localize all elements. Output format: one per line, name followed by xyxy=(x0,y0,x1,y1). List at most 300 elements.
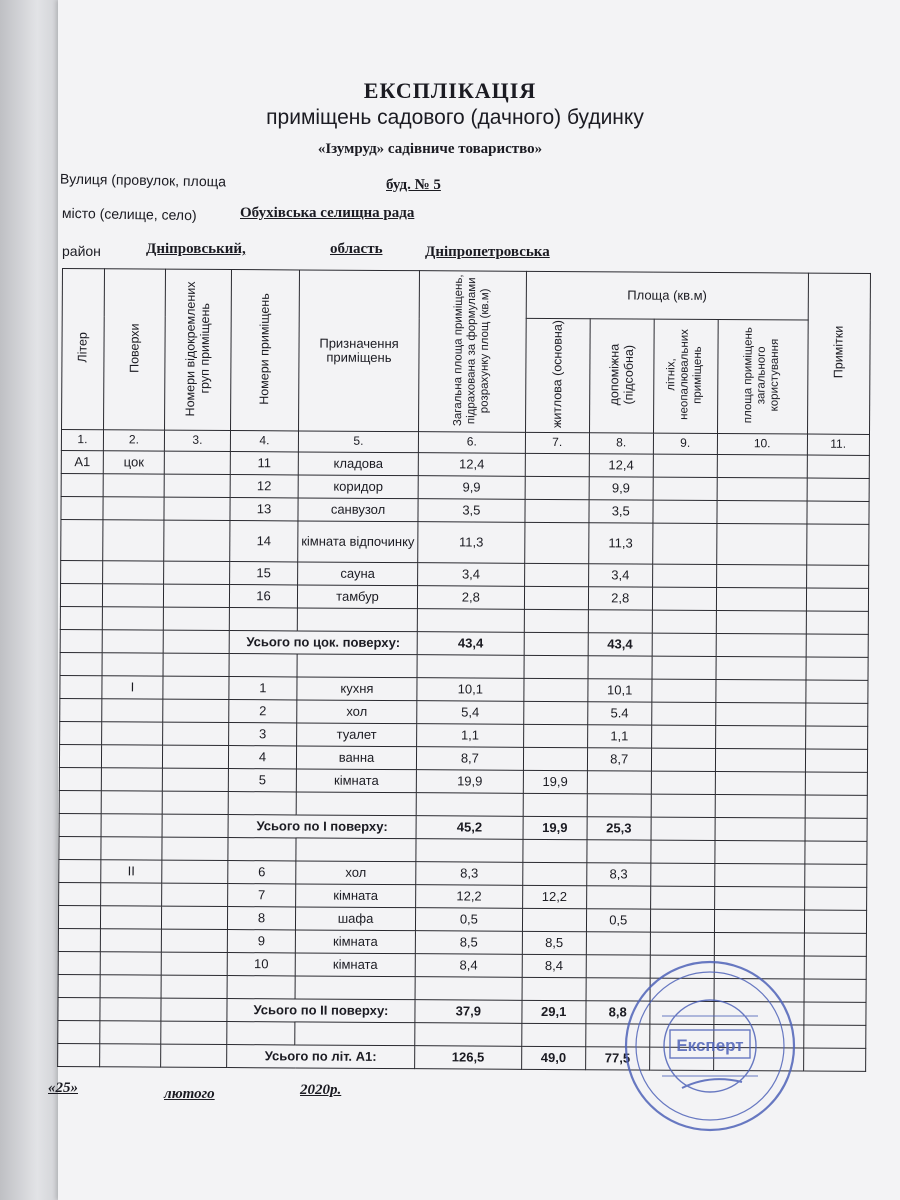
cell-purpose: сауна xyxy=(298,562,418,586)
cell-notes xyxy=(805,795,867,818)
cell-auxiliary: 10,1 xyxy=(588,678,652,701)
cell-summer xyxy=(652,656,716,679)
cell-summer xyxy=(653,477,717,500)
cell-living: 19,9 xyxy=(523,770,587,793)
cell-notes xyxy=(804,1002,866,1025)
cell-common xyxy=(716,610,806,634)
cell-floor xyxy=(100,1043,161,1066)
cell-room-number: 12 xyxy=(230,474,298,497)
cell-floor: цок xyxy=(103,450,164,473)
cell-living xyxy=(525,499,589,522)
cell-room-number: 3 xyxy=(229,722,297,745)
col-living: житлова (основна) xyxy=(525,318,590,432)
cell-total-area: 9,9 xyxy=(418,475,525,499)
cell-total-area: 12,4 xyxy=(418,452,525,476)
cell-total-area: 8,4 xyxy=(415,953,522,977)
cell-notes xyxy=(804,979,866,1002)
cell-summer xyxy=(651,702,715,725)
document-title: ЕКСПЛІКАЦІЯ xyxy=(363,78,537,103)
cell-total-area: 12,2 xyxy=(416,884,523,908)
cell-living xyxy=(523,724,587,747)
date-year: 2020р. xyxy=(300,1082,342,1098)
cell-auxiliary: 5.4 xyxy=(587,701,651,724)
cell-floor xyxy=(102,698,163,721)
cell-liter xyxy=(60,675,102,698)
cell-floor xyxy=(100,928,161,951)
cell-summer xyxy=(650,909,714,932)
cell-floor xyxy=(102,583,163,606)
cell-notes xyxy=(805,749,867,772)
cell-living xyxy=(522,862,586,885)
cell-total-area: 8,7 xyxy=(416,746,523,770)
cell-floor xyxy=(101,767,162,790)
cell-notes xyxy=(806,680,868,703)
col-group-numbers: Номери відокремлених груп приміщень xyxy=(165,269,232,430)
cell-notes xyxy=(807,501,869,524)
cell-group xyxy=(163,653,229,676)
cell-notes xyxy=(805,726,867,749)
cell-liter xyxy=(58,974,100,997)
cell-living xyxy=(524,632,588,655)
cell-purpose: кімната xyxy=(296,884,416,908)
cell-living xyxy=(522,908,586,931)
cell-purpose: санвузол xyxy=(298,498,418,522)
col-num: 10. xyxy=(717,433,807,455)
region-label: область xyxy=(330,241,383,257)
cell-total-area: 2,8 xyxy=(417,585,524,609)
cell-purpose: ванна xyxy=(296,746,416,770)
document-subtitle: приміщень садового (дачного) будинку xyxy=(266,106,644,129)
cooperative-name: «Ізумруд» садівниче товариство» xyxy=(317,141,543,157)
cell-living xyxy=(524,586,588,609)
cell-group xyxy=(164,520,230,561)
cell-floor xyxy=(101,813,162,836)
cell-total-area: 5,4 xyxy=(417,700,524,724)
street-label: Вулиця (провулок, площа xyxy=(59,170,227,190)
cell-common xyxy=(714,863,804,887)
cell-common xyxy=(716,679,806,703)
cell-group xyxy=(162,745,228,768)
cell-common xyxy=(715,725,805,749)
cell-room-number: 7 xyxy=(228,883,296,906)
binder-edge xyxy=(0,0,62,1200)
cell-common xyxy=(716,523,806,565)
cell-group xyxy=(163,699,229,722)
cell-living xyxy=(524,678,588,701)
cell-total-area xyxy=(415,976,522,1000)
cell-auxiliary: 3,4 xyxy=(588,563,652,586)
cell-floor xyxy=(100,1020,161,1043)
cell-floor xyxy=(101,882,162,905)
cell-purpose: шафа xyxy=(295,907,415,931)
cell-floor: ІІ xyxy=(101,859,162,882)
cell-room-number: 4 xyxy=(228,745,296,768)
cell-summer xyxy=(651,748,715,771)
cell-auxiliary xyxy=(586,931,650,954)
col-num: 2. xyxy=(103,429,164,450)
col-total-area: Загальна площа приміщень, підрахована за формулами розрахунку площ (кв.м) xyxy=(419,271,527,432)
cell-room-number xyxy=(228,837,296,860)
cell-common xyxy=(714,886,804,910)
cell-purpose: туалет xyxy=(297,723,417,747)
cell-living xyxy=(523,701,587,724)
cell-total-area: 11,3 xyxy=(418,521,525,563)
cell-notes xyxy=(806,657,868,680)
cell-liter: А1 xyxy=(61,450,103,473)
cell-group xyxy=(163,722,229,745)
cell-total-area xyxy=(415,1022,522,1046)
cell-notes xyxy=(804,887,866,910)
cell-floor xyxy=(101,836,162,859)
seal-center-text: Експерт xyxy=(676,1036,744,1055)
cell-group xyxy=(162,768,228,791)
cell-common xyxy=(715,771,805,795)
expert-seal-stamp xyxy=(622,958,798,1134)
cell-liter xyxy=(58,928,100,951)
cell-common xyxy=(715,748,805,772)
cell-group xyxy=(161,952,227,975)
col-area-group: Площа (кв.м) xyxy=(526,271,808,320)
cell-notes xyxy=(807,478,869,501)
cell-room-number: 5 xyxy=(228,768,296,791)
cell-total-area: 43,4 xyxy=(417,631,524,655)
building-number: буд. № 5 xyxy=(386,177,441,193)
cell-floor xyxy=(103,473,164,496)
cell-liter xyxy=(60,606,102,629)
region-value: Дніпропетровська xyxy=(425,244,550,260)
subtotal-label: Усього по цок. поверху: xyxy=(229,630,417,654)
col-room-numbers: Номери приміщень xyxy=(231,270,300,431)
cell-notes xyxy=(806,524,868,565)
cell-notes xyxy=(803,1048,865,1071)
cell-notes xyxy=(807,455,869,478)
cell-living xyxy=(523,839,587,862)
cell-purpose xyxy=(297,654,417,678)
cell-summer xyxy=(651,771,715,794)
cell-room-number: 13 xyxy=(230,497,298,520)
cell-liter xyxy=(58,997,100,1020)
cell-room-number: 1 xyxy=(229,676,297,699)
cell-auxiliary: 0,5 xyxy=(586,908,650,931)
cell-group xyxy=(163,584,229,607)
cell-total-area: 0,5 xyxy=(415,907,522,931)
cell-room-number xyxy=(227,1021,295,1044)
cell-notes xyxy=(806,611,868,634)
cell-group xyxy=(161,1044,227,1067)
cell-group xyxy=(163,607,229,630)
cell-total-area: 8,3 xyxy=(416,861,523,885)
cell-group xyxy=(162,883,228,906)
cell-purpose: коридор xyxy=(298,475,418,499)
cell-group xyxy=(163,676,229,699)
cell-liter xyxy=(61,496,103,519)
cell-auxiliary: 25,3 xyxy=(587,816,651,839)
cell-summer xyxy=(653,500,717,523)
cell-purpose xyxy=(295,976,415,1000)
cell-auxiliary: 8,7 xyxy=(587,747,651,770)
cell-notes xyxy=(805,818,867,841)
cell-total-area xyxy=(416,838,523,862)
cell-room-number xyxy=(228,791,296,814)
cell-living xyxy=(525,476,589,499)
cell-total-area xyxy=(417,654,524,678)
date-day: «25» xyxy=(48,1080,78,1096)
cell-floor xyxy=(101,744,162,767)
cell-liter xyxy=(60,652,102,675)
cell-floor xyxy=(100,974,161,997)
cell-room-number xyxy=(227,975,295,998)
cell-liter xyxy=(59,790,101,813)
cell-liter xyxy=(58,1020,100,1043)
cell-living xyxy=(522,977,586,1000)
cell-liter xyxy=(59,767,101,790)
cell-common xyxy=(717,454,807,478)
cell-liter xyxy=(60,698,102,721)
col-num: 11. xyxy=(807,434,869,455)
cell-total-area xyxy=(417,608,524,632)
cell-purpose xyxy=(297,608,417,632)
table-row xyxy=(61,519,869,565)
cell-floor xyxy=(103,496,164,519)
cell-floor xyxy=(102,629,163,652)
cell-purpose: кімната відпочинку xyxy=(298,521,418,563)
cell-living: 12,2 xyxy=(522,885,586,908)
cell-floor xyxy=(100,905,161,928)
cell-summer xyxy=(651,840,715,863)
cell-liter xyxy=(60,629,102,652)
cell-group xyxy=(164,561,230,584)
cell-auxiliary: 11,3 xyxy=(588,522,652,563)
cell-room-number: 15 xyxy=(230,561,298,584)
cell-auxiliary: 43,4 xyxy=(588,632,652,655)
cell-group xyxy=(161,998,227,1021)
cell-total-area: 37,9 xyxy=(415,999,522,1023)
col-floors: Поверхи xyxy=(104,269,166,430)
district-label: район xyxy=(62,243,101,259)
col-num: 1. xyxy=(61,429,103,450)
cell-summer xyxy=(652,587,716,610)
col-num: 5. xyxy=(298,431,418,453)
cell-summer xyxy=(652,523,716,564)
cell-purpose: хол xyxy=(296,861,416,885)
col-liter: Літер xyxy=(62,269,105,430)
cell-total-area: 3,5 xyxy=(418,498,525,522)
cell-floor: І xyxy=(102,675,163,698)
subtotal-label: Усього по літ. А1: xyxy=(227,1044,415,1068)
cell-purpose: кухня xyxy=(297,677,417,701)
col-num: 3. xyxy=(164,430,230,451)
cell-floor xyxy=(103,560,164,583)
cell-purpose: кімната xyxy=(295,930,415,954)
city-label: місто (селище, село) xyxy=(61,204,197,224)
cell-floor xyxy=(102,721,163,744)
cell-group xyxy=(164,497,230,520)
cell-room-number: 14 xyxy=(230,520,298,561)
cell-summer xyxy=(650,886,714,909)
cell-summer xyxy=(651,725,715,748)
cell-notes xyxy=(804,956,866,979)
cell-living: 29,1 xyxy=(522,1000,586,1023)
cell-notes xyxy=(804,864,866,887)
cell-liter xyxy=(61,473,103,496)
cell-summer xyxy=(652,610,716,633)
cell-auxiliary xyxy=(588,609,652,632)
cell-purpose: тамбур xyxy=(297,585,417,609)
cell-summer xyxy=(652,679,716,702)
cell-liter xyxy=(59,859,101,882)
cell-purpose: хол xyxy=(297,700,417,724)
cell-summer xyxy=(653,454,717,477)
cell-living: 8,5 xyxy=(522,931,586,954)
cell-floor xyxy=(101,790,162,813)
cell-room-number: 16 xyxy=(229,584,297,607)
cell-room-number xyxy=(229,653,297,676)
cell-room-number: 8 xyxy=(227,906,295,929)
cell-liter xyxy=(61,519,103,560)
cell-common xyxy=(714,932,804,956)
cell-purpose: кладова xyxy=(298,452,418,476)
col-num: 7. xyxy=(525,432,589,453)
cell-auxiliary: 1,1 xyxy=(587,724,651,747)
cell-group xyxy=(161,975,227,998)
cell-liter xyxy=(60,721,102,744)
cell-purpose xyxy=(296,838,416,862)
cell-total-area: 19,9 xyxy=(416,769,523,793)
col-num: 9. xyxy=(653,433,717,454)
cell-living: 49,0 xyxy=(521,1046,585,1069)
cell-liter xyxy=(59,836,101,859)
cell-auxiliary: 2,8 xyxy=(588,586,652,609)
cell-auxiliary: 3,5 xyxy=(589,499,653,522)
cell-group xyxy=(161,929,227,952)
cell-group xyxy=(161,1021,227,1044)
cell-purpose xyxy=(295,1022,415,1046)
subtotal-label: Усього по І поверху: xyxy=(228,814,416,838)
cell-notes xyxy=(805,841,867,864)
cell-auxiliary xyxy=(586,885,650,908)
cell-auxiliary xyxy=(587,839,651,862)
cell-notes xyxy=(806,565,868,588)
cell-summer xyxy=(650,932,714,955)
cell-group xyxy=(163,630,229,653)
col-num: 4. xyxy=(230,430,298,451)
cell-notes xyxy=(804,1025,866,1048)
cell-living xyxy=(525,453,589,476)
date-month: лютого xyxy=(164,1086,215,1102)
col-num: 6. xyxy=(418,431,525,453)
cell-group xyxy=(164,451,230,474)
cell-auxiliary: 9,9 xyxy=(589,476,653,499)
col-num: 8. xyxy=(589,432,653,453)
cell-living xyxy=(524,522,588,563)
cell-group xyxy=(162,814,228,837)
cell-floor xyxy=(100,997,161,1020)
cell-notes xyxy=(804,910,866,933)
col-notes: Примітки xyxy=(807,273,870,434)
cell-total-area: 10,1 xyxy=(417,677,524,701)
cell-auxiliary: 8,8 xyxy=(586,1000,650,1023)
cell-total-area: 8,5 xyxy=(415,930,522,954)
cell-notes xyxy=(805,772,867,795)
cell-total-area: 3,4 xyxy=(418,562,525,586)
cell-notes xyxy=(806,588,868,611)
cell-total-area: 126,5 xyxy=(415,1045,522,1069)
cell-room-number: 11 xyxy=(230,451,298,474)
cell-living xyxy=(524,609,588,632)
cell-room-number: 10 xyxy=(227,952,295,975)
cell-common xyxy=(716,587,806,611)
cell-group xyxy=(164,474,230,497)
cell-notes xyxy=(804,933,866,956)
cell-auxiliary xyxy=(588,655,652,678)
cell-living xyxy=(523,793,587,816)
col-auxiliary: допоміжна (підсобна) xyxy=(589,319,654,433)
cell-purpose xyxy=(296,792,416,816)
cell-group xyxy=(162,837,228,860)
cell-total-area xyxy=(416,792,523,816)
cell-notes xyxy=(805,703,867,726)
cell-common xyxy=(717,500,807,524)
cell-living xyxy=(522,1023,586,1046)
cell-group xyxy=(161,906,227,929)
cell-common xyxy=(714,909,804,933)
cell-liter xyxy=(59,813,101,836)
cell-auxiliary: 77,5 xyxy=(585,1046,649,1069)
cell-auxiliary: 12,4 xyxy=(589,453,653,476)
cell-liter xyxy=(59,744,101,767)
cell-liter xyxy=(58,951,100,974)
cell-room-number xyxy=(229,607,297,630)
col-summer: літніх, неопалювальних приміщень xyxy=(653,319,718,433)
cell-liter xyxy=(58,905,100,928)
cell-room-number: 6 xyxy=(228,860,296,883)
cell-summer xyxy=(651,794,715,817)
cell-summer xyxy=(652,564,716,587)
cell-liter xyxy=(60,583,102,606)
cell-floor xyxy=(100,951,161,974)
cell-auxiliary: 8,3 xyxy=(586,862,650,885)
district-value: Дніпровський, xyxy=(146,241,246,257)
cell-total-area: 45,2 xyxy=(416,815,523,839)
subtotal-label: Усього по ІІ поверху: xyxy=(227,998,415,1022)
city-value: Обухівська селищна рада xyxy=(240,205,415,221)
cell-common xyxy=(715,794,805,818)
cell-liter xyxy=(61,560,103,583)
cell-living: 8,4 xyxy=(522,954,586,977)
cell-group xyxy=(162,860,228,883)
col-common: площа приміщень загального користування xyxy=(717,320,808,434)
cell-living xyxy=(524,563,588,586)
cell-floor xyxy=(103,519,164,560)
col-purpose: Призначення приміщень xyxy=(299,270,420,431)
cell-room-number: 9 xyxy=(227,929,295,952)
cell-total-area: 1,1 xyxy=(417,723,524,747)
cell-group xyxy=(162,791,228,814)
cell-purpose: кімната xyxy=(295,953,415,977)
cell-living xyxy=(523,747,587,770)
cell-common xyxy=(716,633,806,657)
cell-floor xyxy=(102,652,163,675)
cell-floor xyxy=(102,606,163,629)
cell-summer xyxy=(651,817,715,840)
cell-common xyxy=(715,817,805,841)
cell-common xyxy=(716,656,806,680)
cell-auxiliary xyxy=(587,770,651,793)
cell-common xyxy=(717,477,807,501)
cell-summer xyxy=(652,633,716,656)
cell-living xyxy=(524,655,588,678)
cell-summer xyxy=(650,863,714,886)
